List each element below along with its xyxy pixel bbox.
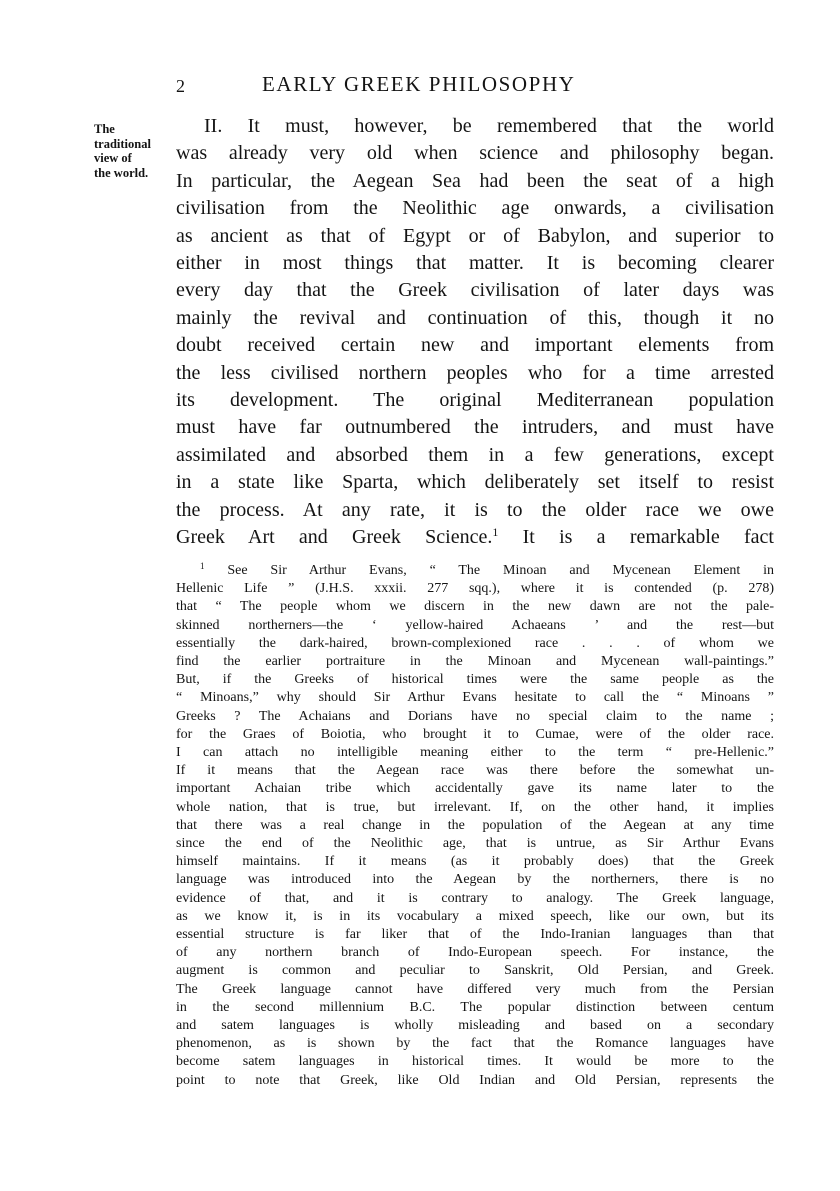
footnote-line: that there was a real change in the population of the Aegean at any time <box>176 817 774 833</box>
side-note-line: the world. <box>94 165 149 180</box>
side-note-line: view of <box>94 151 132 165</box>
footnote-line: that “ The people whom we discern in the new dawn are not the pale- <box>176 599 774 615</box>
footnote-line: If it means that the Aegean race was there before the somewhat un- <box>176 763 774 779</box>
footnote <box>176 562 774 1090</box>
footnote-line: I can attach no intelligible meaning either to the term “ pre-Hellenic.” <box>176 745 774 761</box>
footnote-line: point to note that Greek, like Old Indian and Old Persian, represents the <box>176 1072 774 1088</box>
body-line: was already very old when science and philosophy began. <box>176 142 774 165</box>
running-head: EARLY GREEK PHILOSOPHY <box>262 72 576 96</box>
footnote-line: evidence of that, and it is contrary to analogy. The Greek language, <box>176 890 774 906</box>
footnote-line: Greeks ? The Achaians and Dorians have no special claim to the name ; <box>176 708 774 724</box>
body-line: in a state like Sparta, which deliberately set itself to resist <box>176 471 774 494</box>
body-line: mainly the revival and continuation of this, though it no <box>176 306 774 329</box>
footnote-line: find the earlier portraiture in the Minoan and Mycenean wall-paintings.” <box>176 654 774 670</box>
body-line: the process. At any rate, it is to the older race we owe <box>176 498 774 521</box>
footnote-reference[interactable]: 1 <box>492 525 499 540</box>
footnote-line: and satem languages is wholly misleading and based on a secondary <box>176 1018 774 1034</box>
footnote-line: in the second millennium B.C. The popular distinction between centum <box>176 999 774 1015</box>
footnote-line: essential structure is far liker that of the Indo-Iranian languages than that <box>176 927 774 943</box>
footnote-line <box>176 562 774 580</box>
body-line-last-after: It is a remarkable fact <box>498 526 774 549</box>
body-line: II. It must, however, be remembered that the world <box>204 115 774 137</box>
footnote-line: “ Minoans,” why should Sir Arthur Evans hesitate to call the “ Minoans ” <box>176 690 774 706</box>
footnote-line: essentially the dark-haired, brown-complexioned race . . . of whom we <box>176 635 774 651</box>
footnote-line: phenomenon, as is shown by the fact that the Romance languages have <box>176 1036 774 1052</box>
footnote-line: language was introduced into the Aegean by the northerners, there is no <box>176 872 774 888</box>
footnote-line: since the end of the Neolithic age, that is untrue, as Sir Arthur Evans <box>176 836 774 852</box>
footnote-line: as we know it, is in its vocabulary a mixed speech, like our own, but its <box>176 908 774 924</box>
body-line: civilisation from the Neolithic age onwards, a civilisation <box>176 197 774 220</box>
body-line: In particular, the Aegean Sea had been the seat of a high <box>176 169 774 192</box>
side-note-line: The <box>94 122 115 136</box>
body-line: the less civilised northern peoples who for a time arrested <box>176 361 774 384</box>
footnote-line: augment is common and peculiar to Sanskrit, Old Persian, and Greek. <box>176 963 774 979</box>
footnote-line: whole nation, that is true, but irrelevant. If, on the other hand, it implies <box>176 799 774 815</box>
footnote-line: important Achaian tribe which accidentally gave its name later to the <box>176 781 774 797</box>
footnote-line: become satem languages in historical times. It would be more to the <box>176 1054 774 1070</box>
footnote-line: skinned northerners—the ‘ yellow-haired Achaeans ’ and the rest—but <box>176 617 774 633</box>
body-line-last-before: Greek Art and Greek Science. <box>176 526 493 549</box>
body-line: its development. The original Mediterranean population <box>176 389 774 412</box>
page-number: 2 <box>176 76 185 96</box>
footnote-mark: 1 <box>200 561 205 571</box>
footnote-line: The Greek language cannot have differed very much from the Persian <box>176 981 774 997</box>
body-line: assimilated and absorbed them in a few generations, except <box>176 443 774 466</box>
footnote-line: of any northern branch of Indo-European speech. For instance, the <box>176 945 774 961</box>
footnote-line: for the Graes of Boiotia, who brought it to Cumae, were of the older race. <box>176 726 774 742</box>
body-line: every day that the Greek civilisation of later days was <box>176 279 774 302</box>
footnote-line: himself maintains. If it means (as it probably does) that the Greek <box>176 854 774 870</box>
footnote-first-line: See Sir Arthur Evans, “ The Minoan and Mycenean Element in <box>227 563 775 578</box>
side-note <box>94 122 178 180</box>
side-note-line: traditional <box>94 136 151 151</box>
body-line-last <box>176 524 774 551</box>
body-text <box>176 113 774 552</box>
footnote-line: Hellenic Life ” (J.H.S. xxxii. 277 sqq.), where it is contended (p. 278) <box>176 581 774 597</box>
footnote-line: But, if the Greeks of historical times were the same people as the <box>176 672 774 688</box>
body-line: as ancient as that of Egypt or of Babylon, and superior to <box>176 224 774 247</box>
body-line: either in most things that matter. It is becoming clearer <box>176 252 774 275</box>
body-line: must have far outnumbered the intruders, and must have <box>176 416 774 439</box>
body-line: doubt received certain new and important elements from <box>176 334 774 357</box>
